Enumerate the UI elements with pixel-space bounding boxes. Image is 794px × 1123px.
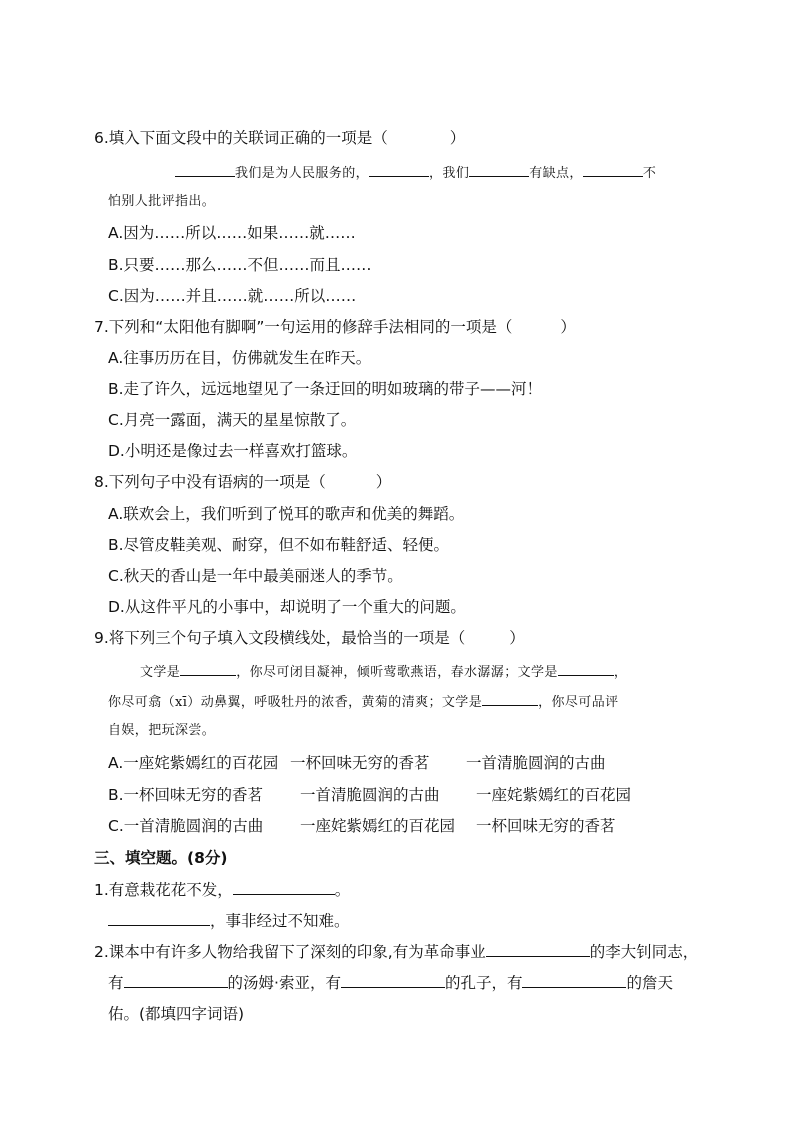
fill-blank[interactable] [369,162,429,177]
fill-blank[interactable] [175,162,235,177]
q9-option-a-part1: A.一座姹紫嫣红的百花园 [108,754,279,772]
q9-passage-line1 [140,661,627,683]
q9-stem-close: ） [509,629,525,647]
s3-q1-part: 1.有意栽花花不发， [94,881,233,899]
q9-option-a [108,753,606,773]
q8-stem [94,472,391,492]
q9-passage-part: 自娱，把玩深尝。 [108,723,216,738]
q9-option-a-part2: 一杯回味无穷的香茗 [290,754,430,772]
q7-option-b: B.走了许久，远远地望见了一条迂回的明如玻璃的带子——河！ [108,380,543,398]
q9-option-b-part3: 一座姹紫嫣红的百花园 [476,786,632,804]
q8-option-b: B.尽管皮鞋美观、耐穿，但不如布鞋舒适、轻便。 [108,536,450,554]
q6-option-c: C.因为……并且……就……所以…… [108,287,357,305]
q6-stem-text: 6.填入下面文段中的关联词正确的一项是（ [94,129,388,147]
section-heading: 三、填空题。(8分) [94,849,228,867]
q6-passage-line2 [108,192,215,212]
s3-q2-part: 2.课本中有许多人物给我留下了深刻的印象,有为革命事业 [94,943,486,961]
q9-option-c-part2: 一座姹紫嫣红的百花园 [300,817,456,835]
s3-q1-line2 [108,911,350,931]
q8-option-a: A.联欢会上，我们听到了悦耳的歌声和优美的舞蹈。 [108,505,465,523]
q7-stem-close: ） [560,318,576,336]
q8-stem-text: 8.下列句子中没有语病的一项是（ [94,473,326,491]
fill-blank[interactable] [108,911,210,926]
q7-option-d: D.小明还是像过去一样喜欢打篮球。 [108,442,358,460]
q6-stem-close: ） [449,129,466,147]
q7-stem-text: 7.下列和“太阳他有脚啊”一句运用的修辞手法相同的一项是（ [94,318,513,336]
q9-passage-part: ，你尽可品评 [538,695,619,710]
q9-passage-line2 [108,691,619,713]
s3-q2-line1 [94,942,698,962]
s3-q2-part: 的汤姆·索亚，有 [227,974,341,992]
q9-stem [94,628,525,648]
fill-blank[interactable] [482,691,538,706]
fill-blank[interactable] [469,162,529,177]
q9-passage-part: ，你尽可闭目凝神，倾听莺歌燕语，春水潺潺；文学是 [236,665,558,680]
s3-q1-part: ，事非经过不知难。 [210,912,350,930]
q8-stem-close: ） [375,473,392,491]
q9-option-b-part2: 一首清脆圆润的古曲 [300,786,440,804]
fill-blank[interactable] [180,661,236,676]
s3-q2-part: 的孔子，有 [444,974,523,992]
q6-passage-part: 怕别人批评指出。 [108,194,216,209]
fill-blank[interactable] [583,162,643,177]
fill-blank[interactable] [558,661,614,676]
q6-stem [94,128,465,148]
fill-blank[interactable] [233,880,335,895]
q6-passage-part: 我们是为人民服务的， [235,166,370,181]
q9-passage-part: ， [613,665,628,680]
q6-passage-part: 不 [642,166,657,181]
s3-q1-part: 。 [334,881,351,899]
q6-option-a: A.因为……所以……如果……就…… [108,224,356,242]
s3-q2-part: 的詹天 [626,974,673,992]
q9-option-c-part1: C.一首清脆圆润的古曲 [108,817,264,835]
s3-q2-part: 有 [108,974,124,992]
q6-passage-part: 有缺点， [529,166,583,181]
q7-stem [94,317,576,337]
fill-blank[interactable] [341,973,445,988]
fill-blank[interactable] [124,973,228,988]
q6-passage-part: ，我们 [429,166,470,181]
q6-passage-line1 [175,162,656,184]
fill-blank[interactable] [486,942,590,957]
fill-blank[interactable] [522,973,626,988]
q9-passage-part: 文学是 [140,665,181,680]
q9-passage-line3 [108,721,215,741]
q8-option-c: C.秋天的香山是一年中最美丽迷人的季节。 [108,567,403,585]
q7-option-c: C.月亮一露面，满天的星星惊散了。 [108,411,357,429]
q9-option-c [108,816,616,836]
q8-option-d: D.从这件平凡的小事中，却说明了一个重大的问题。 [108,598,466,616]
s3-q2-part: 的李大钊同志， [589,943,699,961]
q9-option-a-part3: 一首清脆圆润的古曲 [466,754,606,772]
q9-option-c-part3: 一杯回味无穷的香茗 [476,817,616,835]
s3-q2-line2 [108,973,673,993]
q9-option-b [108,785,631,805]
q9-passage-part: 你尽可翕（xī）动鼻翼，呼吸牡丹的浓香，黄菊的清爽；文学是 [108,695,483,710]
s3-q1-line1 [94,880,350,900]
q6-option-b: B.只要……那么……不但……而且…… [108,256,372,274]
s3-q2-line3: 佑。(都填四字词语) [108,1005,245,1023]
q7-option-a: A.往事历历在目，仿佛就发生在昨天。 [108,349,372,367]
q9-option-b-part1: B.一杯回味无穷的香茗 [108,786,264,804]
q9-stem-text: 9.将下列三个句子填入文段横线处，最恰当的一项是（ [94,629,466,647]
